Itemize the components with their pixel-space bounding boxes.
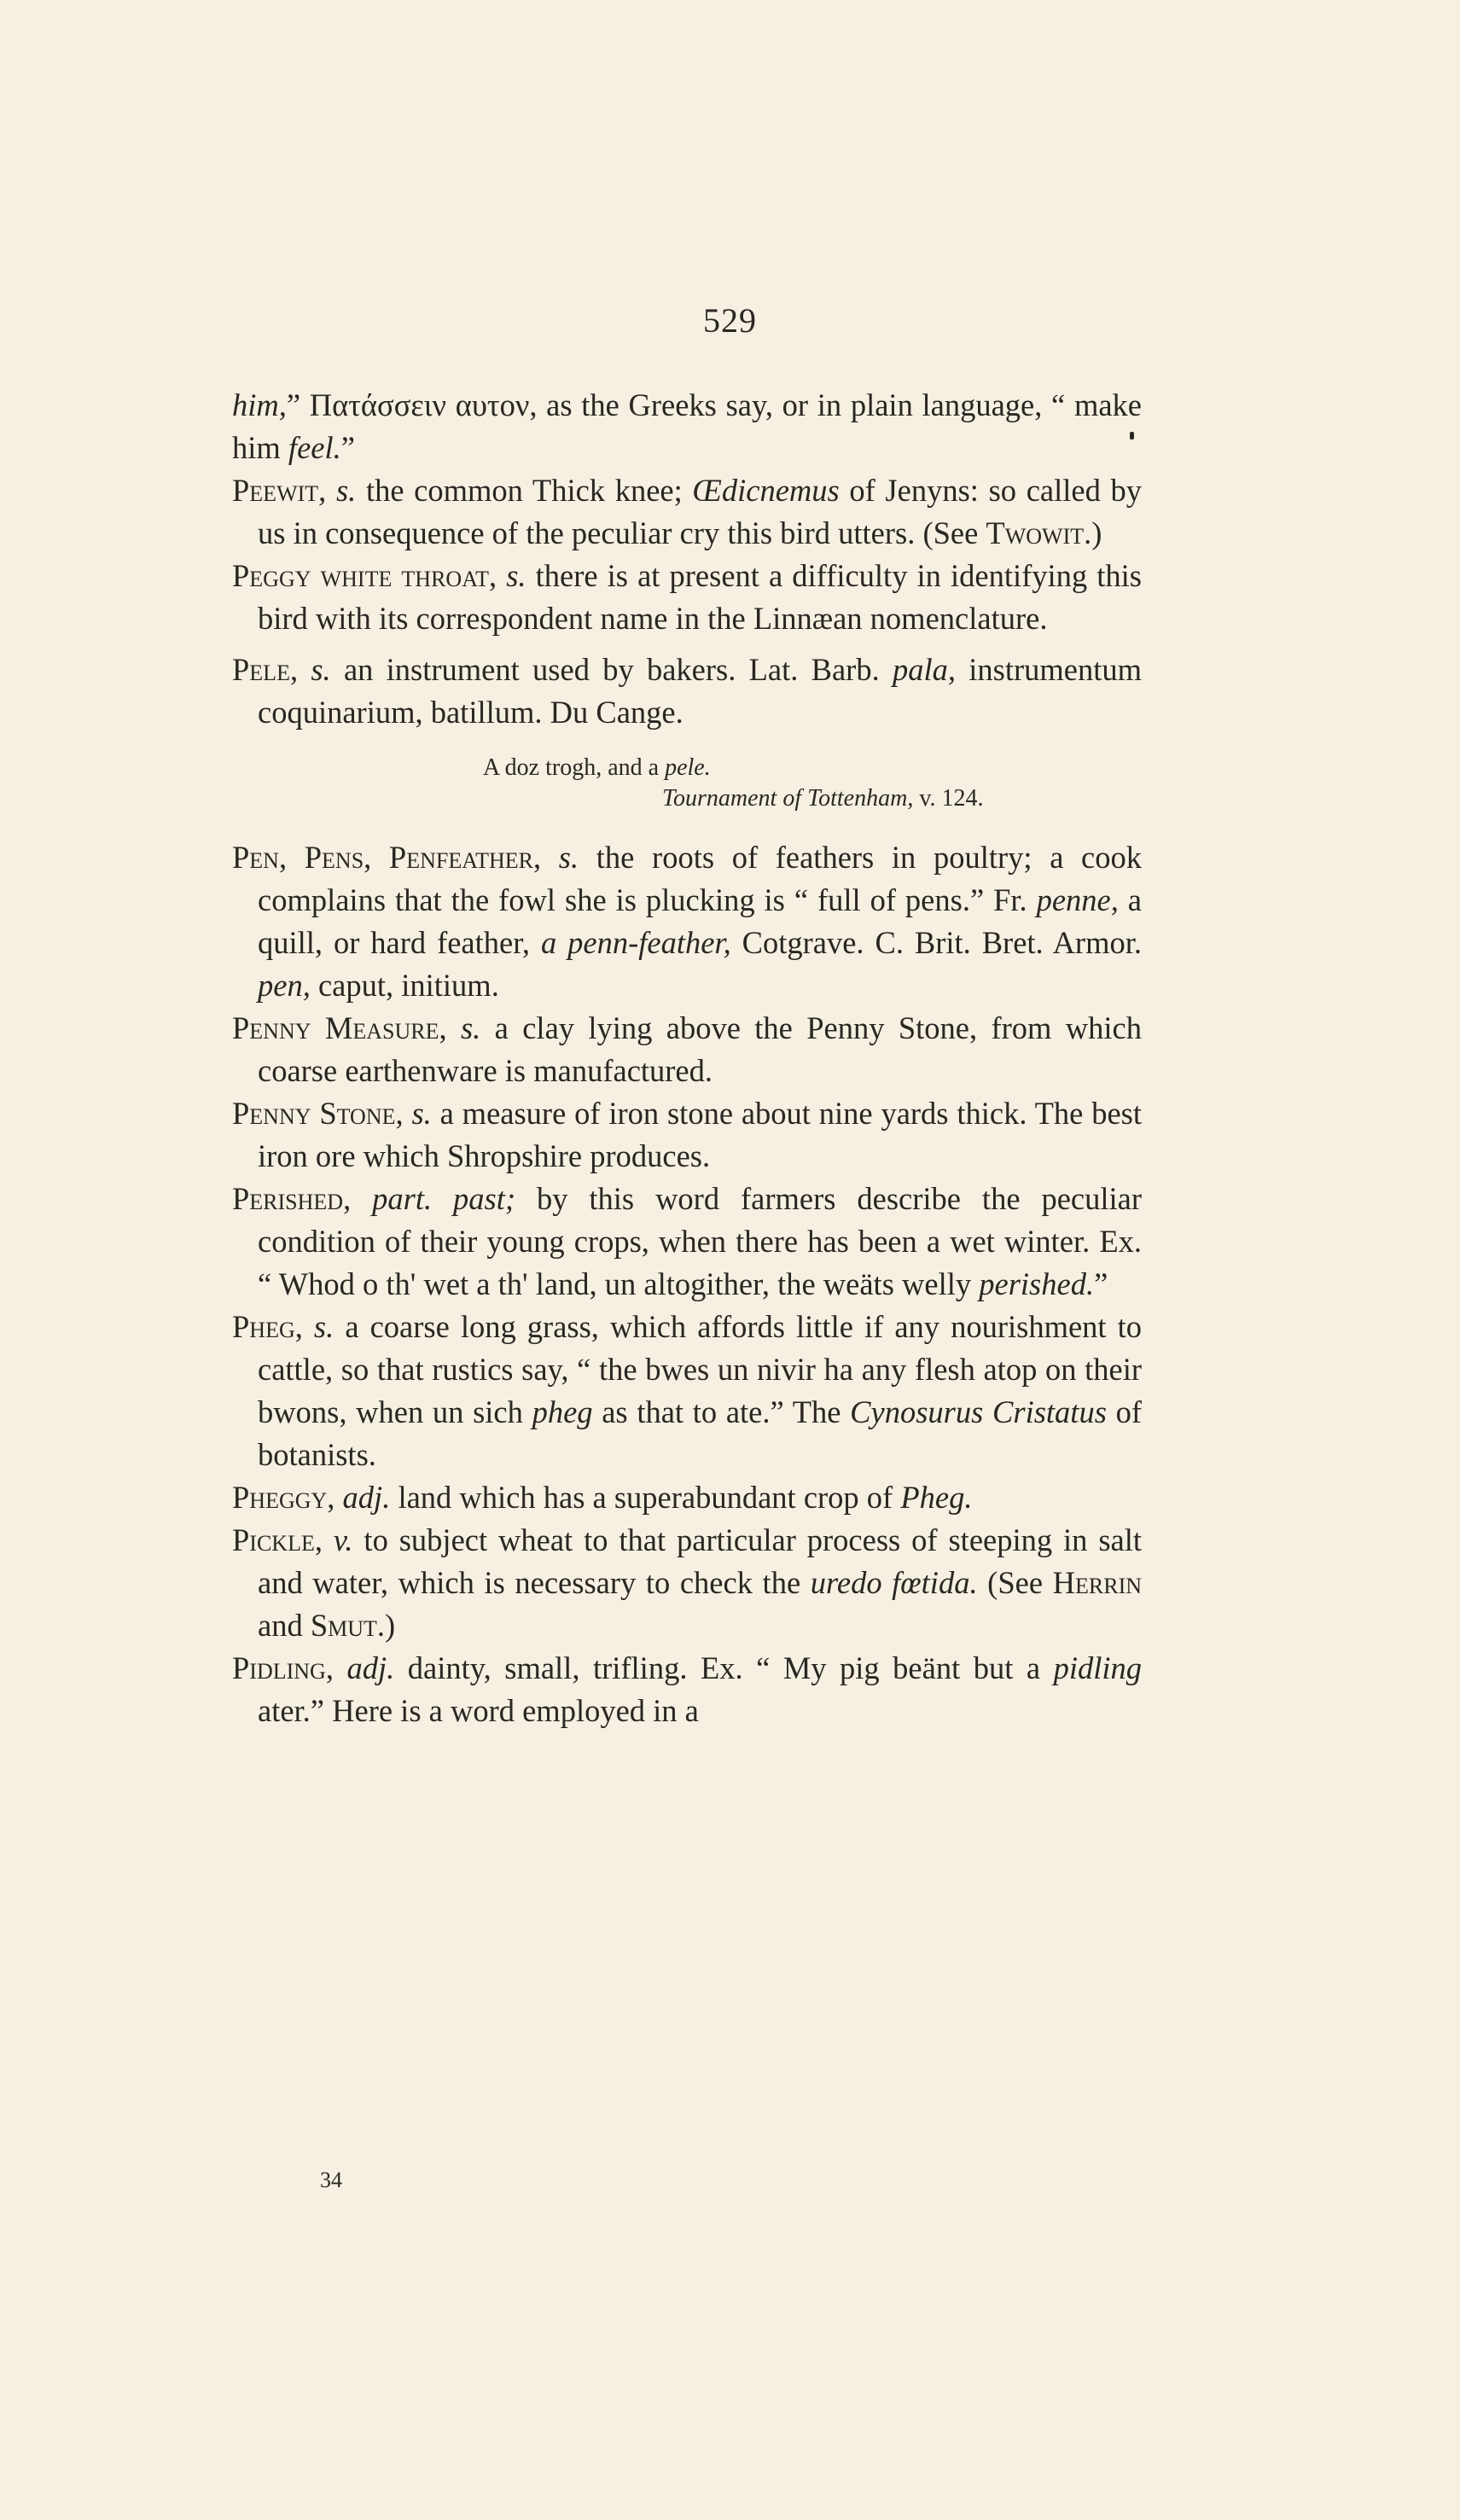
italic-text: uredo fœtida. <box>810 1565 978 1600</box>
headword: Pele <box>232 652 290 687</box>
quotation-text: A doz trogh, and a <box>483 754 666 781</box>
body-text: .) <box>1084 515 1102 550</box>
italic-text: pen, <box>258 968 311 1003</box>
italic-text: Œdicnemus <box>692 473 840 508</box>
entry-continuation <box>232 384 1142 469</box>
body-text: dainty, small, trifling. Ex. “ My pig beänt but a <box>394 1650 1054 1685</box>
italic-text: s. <box>313 1309 334 1344</box>
italic-text: adj. <box>342 1480 391 1515</box>
headword: Pheggy <box>232 1480 328 1515</box>
italic-text: s. <box>335 473 357 508</box>
body-text: , <box>294 1309 314 1344</box>
italic-text: adj. <box>346 1650 395 1685</box>
italic-text: Cynosurus Cristatus <box>850 1394 1107 1429</box>
headword: Smut <box>310 1608 377 1643</box>
body-text: , <box>488 558 507 593</box>
quotation-word: pele. <box>665 754 711 781</box>
page-number: 529 <box>703 301 757 340</box>
signature-mark: 34 <box>320 2168 342 2192</box>
body-text: of botanists. <box>258 1394 1143 1472</box>
body-text: to subject wheat to that particular process of steeping in salt and water, which is necessary to check the <box>258 1522 1143 1600</box>
body-text: , <box>533 840 559 875</box>
source-reference: v. 124. <box>913 785 984 812</box>
body-text: ” Πατάσσειν αυτον, as the Greeks say, or in plain language, “ make him <box>232 387 1142 465</box>
body-text: by this word farmers describe the peculiar condition of their young crops, when there has been a wet winter. Ex. “ Whod o th' wet a th' land, un altogither, the weäts welly <box>258 1181 1142 1301</box>
entry-peewit <box>232 469 1142 555</box>
body-text: the common Thick knee; <box>356 473 693 508</box>
italic-text: a penn-feather, <box>540 925 731 960</box>
italic-text: perished. <box>979 1266 1095 1301</box>
body-text: ater.” Here is a word employed in a <box>258 1693 699 1728</box>
italic-text: s. <box>311 652 331 687</box>
headword: Pheg <box>232 1309 295 1344</box>
quotation-line <box>232 753 1142 783</box>
quotation-source <box>232 783 1142 814</box>
headword: Pidling <box>232 1650 326 1685</box>
body-text: caput, initium. <box>310 968 499 1003</box>
italic-text: s. <box>506 558 526 593</box>
body-text: ” <box>1094 1266 1108 1301</box>
italic-text: s. <box>460 1010 481 1045</box>
body-text: , <box>327 1480 343 1515</box>
body-text: a coarse long grass, which affords little if any nourishment to cattle, so that rustics say, “ the bwes un nivir ha any flesh atop on their bwons, when un sich <box>258 1309 1143 1429</box>
body-text: an instrument used by bakers. Lat. Barb. <box>330 652 893 687</box>
headword: Penny Measure <box>232 1010 439 1045</box>
entry-pheggy <box>232 1476 1142 1519</box>
entry-pidling <box>232 1647 1142 1732</box>
body-text: , <box>289 652 311 687</box>
italic-text: penne, <box>1036 882 1119 917</box>
headword: Penny Stone <box>232 1096 396 1131</box>
italic-text: s. <box>411 1096 432 1131</box>
italic-text: pala, <box>892 652 956 687</box>
body-text: , <box>395 1096 412 1131</box>
source-title: Tournament of Tottenham, <box>662 785 914 812</box>
entry-pele <box>232 649 1142 734</box>
body-text: , <box>318 473 336 508</box>
italic-text: pheg <box>532 1394 593 1429</box>
italic-text: pidling <box>1053 1650 1143 1685</box>
headword: Pickle <box>232 1522 315 1557</box>
italic-text: him, <box>232 387 287 422</box>
entry-pen <box>232 836 1142 1007</box>
body-text: , <box>343 1181 373 1216</box>
body-text: ” <box>340 430 355 465</box>
entry-pickle <box>232 1519 1142 1647</box>
dictionary-text <box>232 384 1142 1732</box>
headword: Peggy white throat <box>232 558 489 593</box>
entry-penny-stone <box>232 1092 1142 1178</box>
italic-text: Pheg. <box>900 1480 973 1515</box>
body-text: , <box>325 1650 347 1685</box>
headword: Pen, Pens, Penfeather <box>232 840 534 875</box>
body-text: as that to ate.” The <box>592 1394 851 1429</box>
body-text: instrumentum coquinarium, batillum. Du Cange. <box>258 652 1143 730</box>
body-text: a clay lying above the Penny Stone, from which coarse earthenware is manufactured. <box>258 1010 1143 1088</box>
italic-text: feel. <box>288 430 341 465</box>
body-text: land which has a superabundant crop of <box>390 1480 901 1515</box>
body-text: and <box>258 1608 311 1643</box>
body-text: a quill, or hard feather, <box>258 882 1143 960</box>
body-text: , <box>314 1522 334 1557</box>
quotation-block <box>232 753 1142 814</box>
body-text: a measure of iron stone about nine yards thick. The best iron ore which Shropshire produces. <box>258 1096 1143 1173</box>
entry-perished <box>232 1178 1142 1306</box>
italic-text: v. <box>333 1522 353 1557</box>
entry-peggy-white-throat <box>232 555 1142 640</box>
headword: Perished <box>232 1181 344 1216</box>
body-text: the roots of feathers in poultry; a cook complains that the fowl she is plucking is “ full of pens.” Fr. <box>258 840 1143 917</box>
italic-text: s. <box>558 840 579 875</box>
body-text: (See <box>977 1565 1053 1600</box>
body-text: .) <box>376 1608 396 1643</box>
entry-penny-measure <box>232 1007 1142 1092</box>
headword: Twowit <box>986 515 1085 550</box>
entry-pheg <box>232 1306 1142 1476</box>
body-text: Cotgrave. C. Brit. Bret. Armor. <box>730 925 1142 960</box>
headword: Peewit <box>232 473 319 508</box>
italic-text: part. past; <box>372 1181 516 1216</box>
body-text: of Jenyns: so called by us in consequence of the peculiar cry this bird utters. (See <box>258 473 1142 550</box>
body-text: there is at present a difficulty in identifying this bird with its correspondent name in the Linnæan nomenclature. <box>258 558 1143 636</box>
headword: Herrin <box>1052 1565 1143 1600</box>
body-text: , <box>439 1010 461 1045</box>
